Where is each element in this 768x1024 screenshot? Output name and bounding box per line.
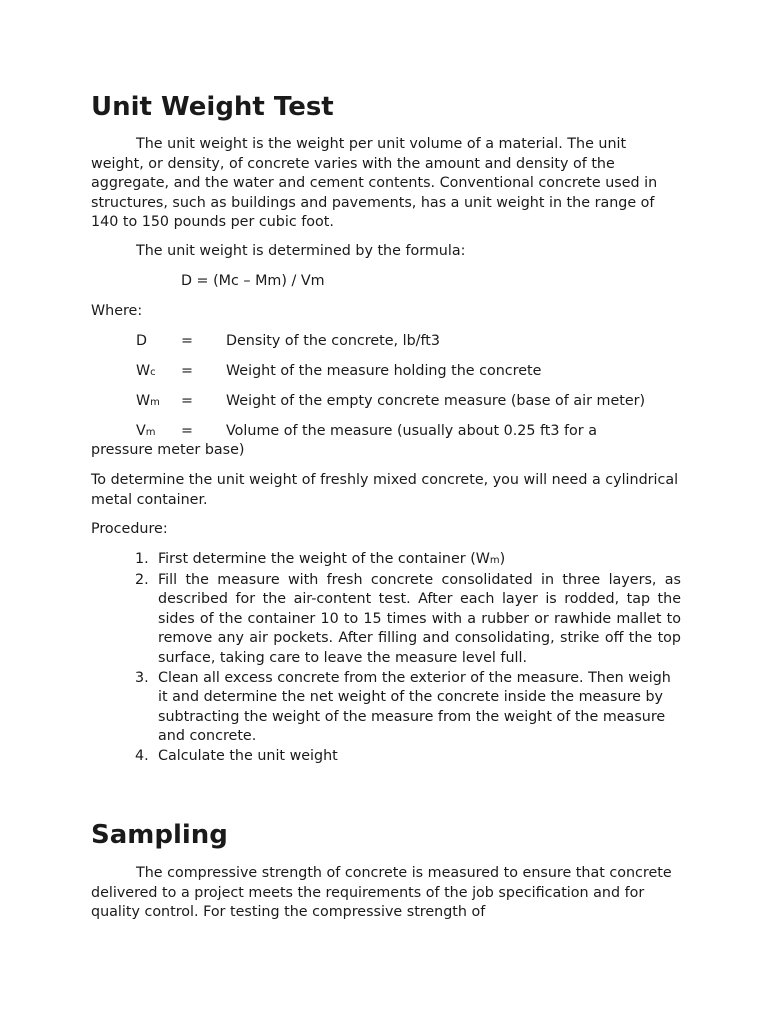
definition-symbol: Wm xyxy=(136,393,160,409)
sampling-heading: Sampling xyxy=(91,820,228,850)
definition-text: Density of the concrete, lb/ft3 xyxy=(226,333,440,349)
definition-equals: = xyxy=(181,333,193,349)
formula: D = (Mc – Mm) / Vm xyxy=(181,273,325,289)
definition-symbol: Vm xyxy=(136,423,156,439)
definition-text: Volume of the measure (usually about 0.25 ft3 for a xyxy=(226,423,597,439)
container-paragraph: To determine the unit weight of freshly mixed concrete, you will need a cylindrical metal container. xyxy=(91,472,679,508)
definition-text: Weight of the measure holding the concrete xyxy=(226,363,542,379)
definition-symbol: Wc xyxy=(136,363,156,379)
unit-weight-intro: The unit weight is the weight per unit volume of a material. The unit weight, or density, of concrete varies with the amount and density of the aggregate, and the water and cement contents. Conventional concrete used in structures, such as buildings and pavements, has a unit weight in the range of 140 to 150 pounds per cubic foot. xyxy=(91,136,658,231)
formula-intro: The unit weight is determined by the formula: xyxy=(136,243,466,259)
definition-text: Weight of the empty concrete measure (base of air meter) xyxy=(226,393,646,409)
list-item: 3. Clean all excess concrete from the exterior of the measure. Then weigh it and determine the net weight of the concrete inside the measure by subtracting the weight of the measure from the weight of the measure and concrete. xyxy=(135,669,671,745)
sampling-intro: The compressive strength of concrete is measured to ensure that concrete delivered to a project meets the requirements of the job specification and for quality control. For testing the compressive strength of xyxy=(91,865,672,921)
list-item: 2. Fill the measure with fresh concrete consolidated in three layers, as described for the air-content test. After each layer is rodded, tap the sides of the container 10 to 15 times with a rubber or rawhide mallet to remove any air pockets. After filling and consolidating, strike off the top surface, taking care to leave the measure level full. xyxy=(135,571,681,666)
definition-text-continued: pressure meter base) xyxy=(91,442,245,458)
definition-equals: = xyxy=(181,363,193,379)
definition-equals: = xyxy=(181,423,193,439)
procedure-label: Procedure: xyxy=(91,521,168,537)
unit-weight-heading: Unit Weight Test xyxy=(91,92,334,122)
definition-symbol: D xyxy=(136,333,148,349)
where-label: Where: xyxy=(91,303,143,319)
list-item: 1. First determine the weight of the container (Wm) xyxy=(135,551,506,567)
list-item: 4. Calculate the unit weight xyxy=(135,747,338,764)
procedure-list xyxy=(91,550,681,767)
definition-equals: = xyxy=(181,393,193,409)
